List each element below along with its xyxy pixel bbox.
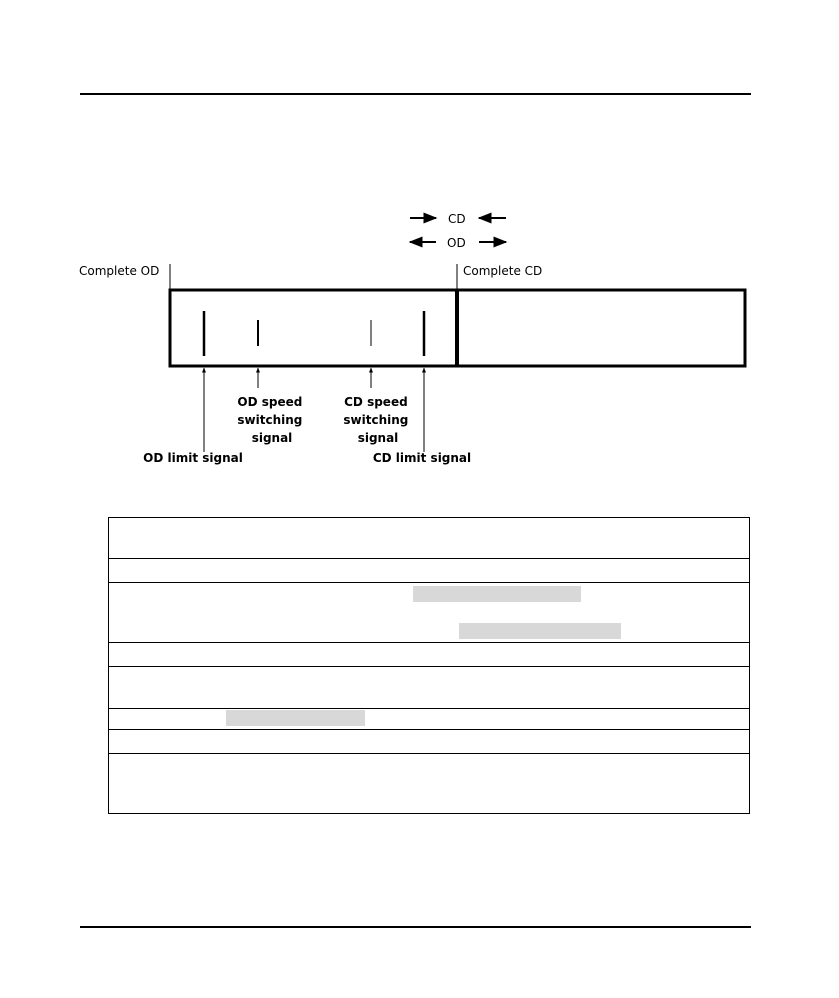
od-speed-label-line: switching — [237, 413, 303, 427]
closed-zone-box — [457, 290, 745, 366]
cd-speed-label-line: switching — [343, 413, 409, 427]
frame-row — [109, 753, 749, 813]
highlight-bar — [413, 586, 581, 602]
highlight-bar — [226, 710, 365, 726]
footer-rule — [80, 926, 751, 928]
od-speed-label — [237, 395, 306, 445]
frame-row — [109, 729, 749, 754]
od-limit-label: OD limit signal — [143, 451, 243, 465]
frame-row — [109, 666, 749, 709]
cd-speed-label-line: signal — [357, 431, 399, 445]
od-direction-label: OD — [447, 236, 466, 250]
cd-direction-label: CD — [448, 212, 466, 226]
cd-limit-label: CD limit signal — [372, 451, 472, 465]
frame-row — [109, 558, 749, 583]
complete-cd-label: Complete CD — [463, 264, 543, 278]
complete-od-label: Complete OD — [79, 264, 160, 278]
cd-speed-label-line: CD speed — [344, 395, 408, 409]
highlight-bar — [459, 623, 621, 639]
parameter-frame — [108, 517, 750, 814]
frame-row — [109, 642, 749, 667]
od-speed-label-line: OD speed — [237, 395, 303, 409]
od-speed-label-line: signal — [251, 431, 293, 445]
travel-range-box — [170, 290, 457, 366]
frame-row — [109, 708, 749, 730]
frame-row — [109, 582, 749, 643]
cd-speed-label — [343, 395, 412, 445]
frame-row — [109, 518, 749, 559]
